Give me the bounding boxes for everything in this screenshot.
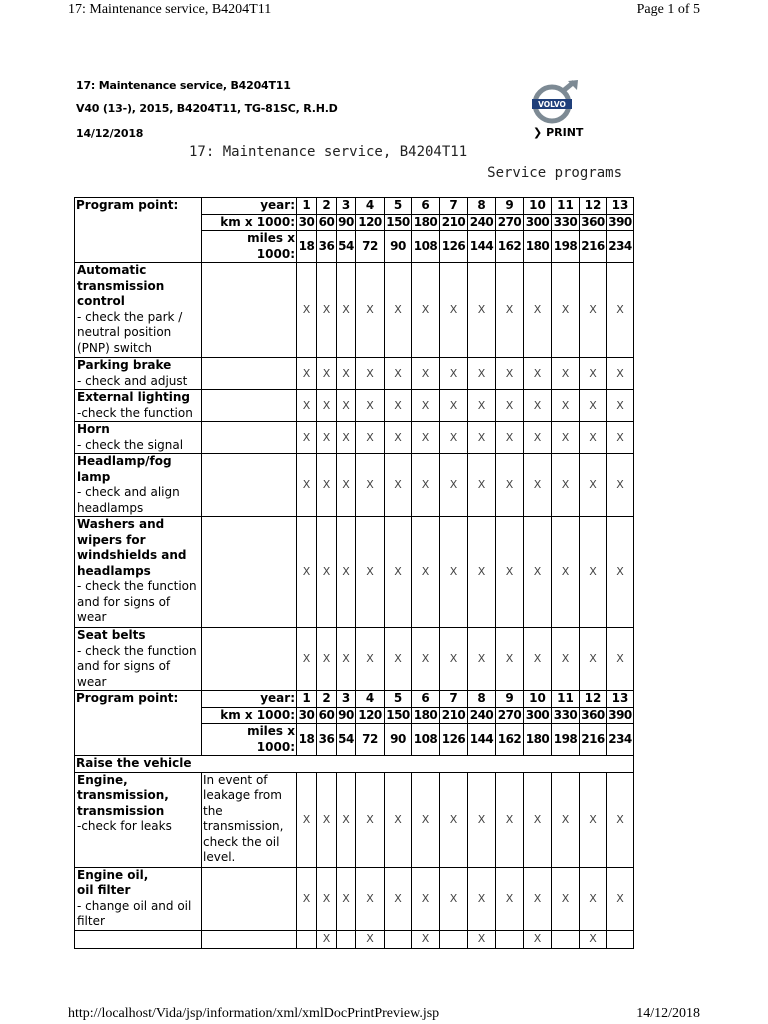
item-title-line2: oil filter <box>77 883 131 897</box>
miles-label-line2: 1000: <box>256 739 295 754</box>
km-cell: 270 <box>496 214 524 231</box>
table-body <box>75 198 634 949</box>
item-title-line2: transmission, <box>77 788 169 802</box>
service-mark: X <box>468 358 496 390</box>
program-item <box>75 930 202 948</box>
km-cell: 60 <box>317 214 337 231</box>
service-mark: X <box>496 628 524 691</box>
service-mark: X <box>607 390 634 422</box>
service-mark: X <box>337 772 356 867</box>
service-mark: X <box>468 772 496 867</box>
service-mark: X <box>297 422 317 454</box>
service-mark: X <box>524 772 552 867</box>
item-desc: - check the function and for signs of wear <box>77 643 197 689</box>
year-label: year: <box>202 691 297 708</box>
km-cell: 270 <box>496 707 524 724</box>
miles-label <box>202 724 297 756</box>
service-mark: X <box>496 517 524 628</box>
km-cell: 390 <box>608 707 632 722</box>
print-label: PRINT <box>546 126 584 139</box>
service-mark: X <box>317 358 337 390</box>
empty-cell <box>496 930 524 948</box>
item-title: Horn <box>77 422 110 436</box>
service-mark: X <box>385 390 412 422</box>
km-label: km x 1000: <box>202 707 297 724</box>
meta-date: 14/12/2018 <box>76 127 144 140</box>
year-cell: 11 <box>552 198 580 215</box>
item-desc: - change oil and oil filter <box>77 898 192 928</box>
empty-cell <box>297 930 317 948</box>
table-row <box>75 358 634 390</box>
km-cell: 30 <box>297 707 317 724</box>
service-mark: X <box>297 772 317 867</box>
service-mark: X <box>297 517 317 628</box>
service-mark: X <box>496 358 524 390</box>
service-mark: X <box>356 454 385 517</box>
service-mark: X <box>297 867 317 930</box>
note-cell <box>202 263 297 358</box>
km-label: km x 1000: <box>202 214 297 231</box>
service-mark: X <box>297 358 317 390</box>
miles-cell: 36 <box>317 724 337 756</box>
service-mark: X <box>580 930 607 948</box>
km-cell: 150 <box>386 707 410 722</box>
year-cell: 12 <box>580 198 607 215</box>
service-mark: X <box>524 422 552 454</box>
service-mark: X <box>524 517 552 628</box>
item-title-line1: Engine oil, <box>77 867 149 882</box>
meta-title: 17: Maintenance service, B4204T11 <box>76 79 291 92</box>
table-row <box>75 422 634 454</box>
year-cell: 8 <box>468 198 496 215</box>
service-mark: X <box>607 772 634 867</box>
service-mark: X <box>385 867 412 930</box>
service-mark: X <box>468 517 496 628</box>
page-header-page-number: Page 1 of 5 <box>636 2 700 17</box>
service-mark: X <box>317 390 337 422</box>
service-mark: X <box>337 628 356 691</box>
item-title: Headlamp/fog lamp <box>77 454 172 484</box>
service-mark: X <box>317 263 337 358</box>
table-row <box>75 517 634 628</box>
service-mark: X <box>337 422 356 454</box>
service-mark: X <box>337 358 356 390</box>
program-item <box>75 390 202 422</box>
miles-label-line2: 1000: <box>256 246 295 261</box>
table-row <box>75 454 634 517</box>
program-item <box>75 263 202 358</box>
miles-cell: 72 <box>356 231 385 263</box>
service-mark: X <box>607 358 634 390</box>
service-mark: X <box>412 772 440 867</box>
year-label: year: <box>202 198 297 215</box>
service-mark: X <box>412 358 440 390</box>
service-mark: X <box>440 358 468 390</box>
year-cell: 7 <box>440 198 468 215</box>
miles-cell: 234 <box>607 724 634 756</box>
service-mark: X <box>297 454 317 517</box>
year-cell: 11 <box>552 691 580 708</box>
year-cell: 13 <box>607 691 634 708</box>
miles-cell: 36 <box>317 231 337 263</box>
miles-cell: 72 <box>356 724 385 756</box>
note-cell <box>202 422 297 454</box>
miles-cell: 216 <box>580 231 607 263</box>
miles-label <box>202 231 297 263</box>
year-cell: 2 <box>317 691 337 708</box>
page-header-title: 17: Maintenance service, B4204T11 <box>68 2 272 17</box>
service-mark: X <box>297 390 317 422</box>
year-cell: 5 <box>385 198 412 215</box>
service-mark: X <box>524 930 552 948</box>
km-cell: 30 <box>297 214 317 231</box>
document-subtitle: Service programs <box>487 165 622 181</box>
empty-cell <box>552 930 580 948</box>
service-mark: X <box>524 390 552 422</box>
service-mark: X <box>524 358 552 390</box>
service-mark: X <box>524 263 552 358</box>
logo-text: VOLVO <box>538 100 566 109</box>
year-cell: 12 <box>580 691 607 708</box>
service-mark: X <box>356 358 385 390</box>
item-title: Seat belts <box>77 628 146 642</box>
km-cell: 120 <box>356 214 385 231</box>
km-cell: 150 <box>386 214 410 229</box>
service-mark: X <box>356 390 385 422</box>
miles-cell: 18 <box>297 231 317 263</box>
km-cell: 90 <box>338 707 354 722</box>
service-mark: X <box>385 772 412 867</box>
service-mark: X <box>356 628 385 691</box>
miles-cell: 198 <box>552 724 580 756</box>
note-cell: In event of leakage from the transmission, check the oil level. <box>202 772 297 867</box>
item-title-line3: transmission <box>77 803 165 818</box>
year-cell: 1 <box>297 198 317 215</box>
document-title: 17: Maintenance service, B4204T11 <box>189 144 468 160</box>
miles-cell: 90 <box>385 231 412 263</box>
km-cell: 180 <box>412 707 440 724</box>
note-cell <box>202 358 297 390</box>
service-mark: X <box>356 867 385 930</box>
service-mark: X <box>412 930 440 948</box>
service-mark: X <box>440 454 468 517</box>
service-program-table <box>74 197 634 949</box>
service-mark: X <box>337 517 356 628</box>
service-mark: X <box>440 867 468 930</box>
item-desc: - check the function and for signs of wear <box>77 579 197 624</box>
miles-cell: 162 <box>496 231 524 263</box>
table-row <box>75 867 634 930</box>
year-cell: 3 <box>337 198 356 215</box>
service-mark: X <box>552 422 580 454</box>
note-cell <box>202 930 297 948</box>
service-mark: X <box>412 867 440 930</box>
service-mark: X <box>356 930 385 948</box>
service-mark: X <box>496 454 524 517</box>
service-mark: X <box>440 422 468 454</box>
service-mark: X <box>580 263 607 358</box>
miles-cell: 180 <box>524 231 552 263</box>
item-desc: - check the park / neutral position (PNP) switch <box>77 309 183 355</box>
note-cell <box>202 390 297 422</box>
service-mark: X <box>468 454 496 517</box>
miles-cell: 126 <box>440 724 468 756</box>
miles-label-line1: miles x <box>247 231 295 245</box>
year-cell: 6 <box>412 198 440 215</box>
footer-date: 14/12/2018 <box>636 1006 700 1021</box>
table-row <box>75 930 634 948</box>
program-item <box>75 454 202 517</box>
program-point-label: Program point: <box>75 691 202 756</box>
year-cell: 4 <box>356 691 385 708</box>
item-desc: -check for leaks <box>77 819 172 833</box>
service-mark: X <box>607 867 634 930</box>
year-cell: 9 <box>496 198 524 215</box>
item-title: External lighting <box>77 390 191 404</box>
year-cell: 8 <box>468 691 496 708</box>
service-mark: X <box>607 517 634 628</box>
service-mark: X <box>317 930 337 948</box>
service-mark: X <box>468 867 496 930</box>
print-icon: ❯ <box>533 126 543 139</box>
miles-cell: 198 <box>552 231 580 263</box>
item-desc: - check and align headlamps <box>77 485 180 515</box>
miles-cell: 162 <box>496 724 524 756</box>
year-cell: 10 <box>524 691 552 708</box>
km-cell: 210 <box>440 707 468 724</box>
service-mark: X <box>607 422 634 454</box>
item-desc: - check and adjust <box>77 373 188 388</box>
service-mark: X <box>385 454 412 517</box>
miles-cell: 144 <box>468 724 496 756</box>
service-mark: X <box>297 263 317 358</box>
item-desc: -check the function <box>77 405 193 420</box>
service-mark: X <box>385 628 412 691</box>
empty-cell <box>607 930 634 948</box>
service-mark: X <box>580 772 607 867</box>
service-mark: X <box>440 517 468 628</box>
service-mark: X <box>580 358 607 390</box>
miles-cell: 108 <box>412 231 440 263</box>
km-cell: 330 <box>552 214 580 231</box>
km-cell: 390 <box>608 214 632 229</box>
year-cell: 3 <box>337 691 356 708</box>
miles-cell: 54 <box>337 724 356 756</box>
km-cell: 240 <box>468 214 496 231</box>
service-mark: X <box>552 263 580 358</box>
service-mark: X <box>524 454 552 517</box>
km-cell: 90 <box>338 214 354 229</box>
volvo-logo <box>530 80 580 124</box>
service-mark: X <box>440 263 468 358</box>
year-cell: 7 <box>440 691 468 708</box>
year-cell: 4 <box>356 198 385 215</box>
service-mark: X <box>337 867 356 930</box>
service-mark: X <box>580 628 607 691</box>
program-point-label: Program point: <box>75 198 202 263</box>
item-title: Automatic transmission control <box>77 263 165 308</box>
service-mark: X <box>317 422 337 454</box>
empty-cell <box>385 930 412 948</box>
table-row <box>75 263 634 358</box>
service-mark: X <box>607 628 634 691</box>
km-cell: 330 <box>552 707 580 724</box>
table-row <box>75 772 634 867</box>
service-mark: X <box>356 422 385 454</box>
year-cell: 13 <box>607 198 634 215</box>
service-mark: X <box>412 263 440 358</box>
year-cell: 6 <box>412 691 440 708</box>
service-mark: X <box>317 867 337 930</box>
miles-cell: 54 <box>337 231 356 263</box>
service-mark: X <box>468 422 496 454</box>
miles-cell: 216 <box>580 724 607 756</box>
service-mark: X <box>607 263 634 358</box>
note-cell <box>202 454 297 517</box>
note-cell <box>202 628 297 691</box>
year-cell: 5 <box>385 691 412 708</box>
km-cell: 240 <box>468 707 496 724</box>
service-mark: X <box>552 454 580 517</box>
service-mark: X <box>552 772 580 867</box>
service-mark: X <box>440 772 468 867</box>
service-mark: X <box>496 263 524 358</box>
table-row <box>75 628 634 691</box>
meta-vehicle: V40 (13-), 2015, B4204T11, TG-81SC, R.H.D <box>76 102 338 115</box>
km-cell: 360 <box>581 707 605 722</box>
year-cell: 10 <box>524 198 552 215</box>
program-item <box>75 422 202 454</box>
service-mark: X <box>385 358 412 390</box>
item-desc: - check the signal <box>77 437 184 452</box>
service-mark: X <box>580 390 607 422</box>
service-mark: X <box>337 454 356 517</box>
service-mark: X <box>385 422 412 454</box>
service-mark: X <box>552 358 580 390</box>
service-mark: X <box>317 772 337 867</box>
km-cell: 300 <box>524 707 552 724</box>
service-mark: X <box>297 628 317 691</box>
program-item <box>75 628 202 691</box>
miles-cell: 126 <box>440 231 468 263</box>
service-mark: X <box>412 628 440 691</box>
service-mark: X <box>440 628 468 691</box>
service-mark: X <box>412 390 440 422</box>
service-mark: X <box>468 390 496 422</box>
raise-vehicle-row: Raise the vehicle <box>75 756 634 773</box>
service-mark: X <box>580 517 607 628</box>
service-mark: X <box>317 628 337 691</box>
service-mark: X <box>412 454 440 517</box>
service-mark: X <box>440 390 468 422</box>
service-mark: X <box>607 454 634 517</box>
service-mark: X <box>337 263 356 358</box>
km-cell: 210 <box>440 214 468 231</box>
empty-cell <box>337 930 356 948</box>
year-cell: 2 <box>317 198 337 215</box>
program-item <box>75 358 202 390</box>
service-mark: X <box>552 867 580 930</box>
km-cell: 360 <box>581 214 605 229</box>
item-title: Parking brake <box>77 358 172 372</box>
empty-cell <box>440 930 468 948</box>
service-mark: X <box>580 454 607 517</box>
service-mark: X <box>412 422 440 454</box>
miles-cell: 108 <box>412 724 440 756</box>
item-title-line1: Engine, <box>77 772 128 787</box>
miles-cell: 18 <box>297 724 317 756</box>
service-mark: X <box>468 930 496 948</box>
miles-cell: 144 <box>468 231 496 263</box>
service-mark: X <box>412 517 440 628</box>
service-mark: X <box>496 390 524 422</box>
km-cell: 180 <box>412 214 440 231</box>
service-mark: X <box>317 517 337 628</box>
footer-url: http://localhost/Vida/jsp/information/xml/xmlDocPrintPreview.jsp <box>68 1006 440 1021</box>
service-mark: X <box>496 422 524 454</box>
program-item <box>75 772 202 867</box>
service-mark: X <box>356 772 385 867</box>
service-mark: X <box>552 628 580 691</box>
service-mark: X <box>552 517 580 628</box>
miles-cell: 180 <box>524 724 552 756</box>
item-title: Washers and wipers for windshields and headlamps <box>77 517 187 578</box>
program-item <box>75 867 202 930</box>
note-cell <box>202 517 297 628</box>
service-mark: X <box>524 628 552 691</box>
km-cell: 120 <box>356 707 385 724</box>
miles-label-line1: miles x <box>247 724 295 738</box>
program-item <box>75 517 202 628</box>
year-cell: 9 <box>496 691 524 708</box>
service-mark: X <box>337 390 356 422</box>
table-row <box>75 390 634 422</box>
service-mark: X <box>496 867 524 930</box>
km-cell: 60 <box>317 707 337 724</box>
service-mark: X <box>385 517 412 628</box>
service-mark: X <box>496 772 524 867</box>
service-mark: X <box>552 390 580 422</box>
service-mark: X <box>317 454 337 517</box>
year-cell: 1 <box>297 691 317 708</box>
service-mark: X <box>468 263 496 358</box>
note-cell <box>202 867 297 930</box>
km-cell: 300 <box>524 214 552 231</box>
service-mark: X <box>524 867 552 930</box>
print-button[interactable] <box>533 126 583 139</box>
service-mark: X <box>580 867 607 930</box>
service-mark: X <box>356 517 385 628</box>
miles-cell: 234 <box>607 231 634 263</box>
miles-cell: 90 <box>385 724 412 756</box>
service-mark: X <box>385 263 412 358</box>
service-mark: X <box>356 263 385 358</box>
service-mark: X <box>468 628 496 691</box>
service-mark: X <box>580 422 607 454</box>
